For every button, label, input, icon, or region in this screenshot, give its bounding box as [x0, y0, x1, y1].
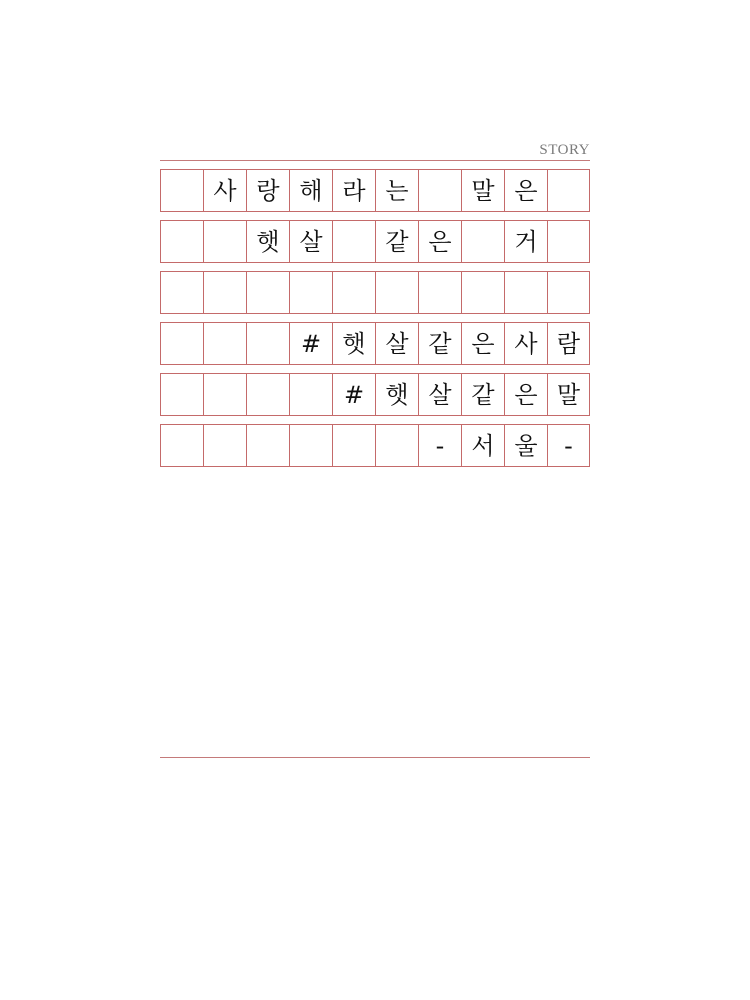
grid-cell	[547, 220, 590, 263]
grid-cell: 말	[547, 373, 590, 416]
grid-cell	[160, 271, 203, 314]
grid-cell	[203, 373, 246, 416]
story-label: STORY	[539, 142, 590, 158]
grid-cell: 서	[461, 424, 504, 467]
grid-cell: 사	[203, 169, 246, 212]
grid-cell	[332, 220, 375, 263]
grid-cell: 람	[547, 322, 590, 365]
grid-row-5	[160, 373, 590, 416]
grid-cell: -	[418, 424, 461, 467]
grid-cell: 살	[375, 322, 418, 365]
grid-row-1	[160, 169, 590, 212]
grid-cell	[332, 424, 375, 467]
grid-cell	[418, 271, 461, 314]
grid-cell	[418, 169, 461, 212]
grid-cell	[246, 322, 289, 365]
grid-cell: 햇	[375, 373, 418, 416]
grid-cell	[375, 271, 418, 314]
grid-cell: 은	[461, 322, 504, 365]
grid-cell	[547, 169, 590, 212]
grid-cell: 살	[418, 373, 461, 416]
grid-cell: 같	[418, 322, 461, 365]
grid-cell	[203, 322, 246, 365]
grid-cell: 랑	[246, 169, 289, 212]
grid-cell	[289, 373, 332, 416]
grid-cell	[160, 169, 203, 212]
grid-cell	[289, 271, 332, 314]
grid-cell	[160, 220, 203, 263]
grid-cell	[246, 271, 289, 314]
grid-cell	[203, 271, 246, 314]
grid-cell: 햇	[332, 322, 375, 365]
grid-cell	[289, 424, 332, 467]
grid-cell: 은	[504, 169, 547, 212]
grid-row-6	[160, 424, 590, 467]
grid-cell	[461, 271, 504, 314]
grid-cell: 같	[375, 220, 418, 263]
grid-cell	[246, 424, 289, 467]
grid-row-3	[160, 271, 590, 314]
grid-cell: #	[332, 373, 375, 416]
grid-cell	[203, 220, 246, 263]
grid-cell: 는	[375, 169, 418, 212]
grid-cell	[461, 220, 504, 263]
grid-cell: 같	[461, 373, 504, 416]
grid-cell: 살	[289, 220, 332, 263]
grid-row-4	[160, 322, 590, 365]
grid-cell	[203, 424, 246, 467]
grid-cell: 은	[418, 220, 461, 263]
grid-row-2	[160, 220, 590, 263]
grid-cell	[332, 271, 375, 314]
grid-cell: 거	[504, 220, 547, 263]
grid-cell: 라	[332, 169, 375, 212]
grid-cell: 해	[289, 169, 332, 212]
manuscript-grid	[160, 169, 590, 475]
bottom-divider	[160, 757, 590, 758]
grid-cell: 사	[504, 322, 547, 365]
grid-cell	[160, 424, 203, 467]
grid-cell: 말	[461, 169, 504, 212]
grid-cell: 햇	[246, 220, 289, 263]
grid-cell: #	[289, 322, 332, 365]
grid-cell	[246, 373, 289, 416]
grid-cell	[375, 424, 418, 467]
grid-cell	[504, 271, 547, 314]
grid-cell	[547, 271, 590, 314]
grid-cell: -	[547, 424, 590, 467]
grid-cell	[160, 322, 203, 365]
grid-cell: 은	[504, 373, 547, 416]
grid-cell	[160, 373, 203, 416]
grid-cell: 울	[504, 424, 547, 467]
top-divider	[160, 160, 590, 161]
